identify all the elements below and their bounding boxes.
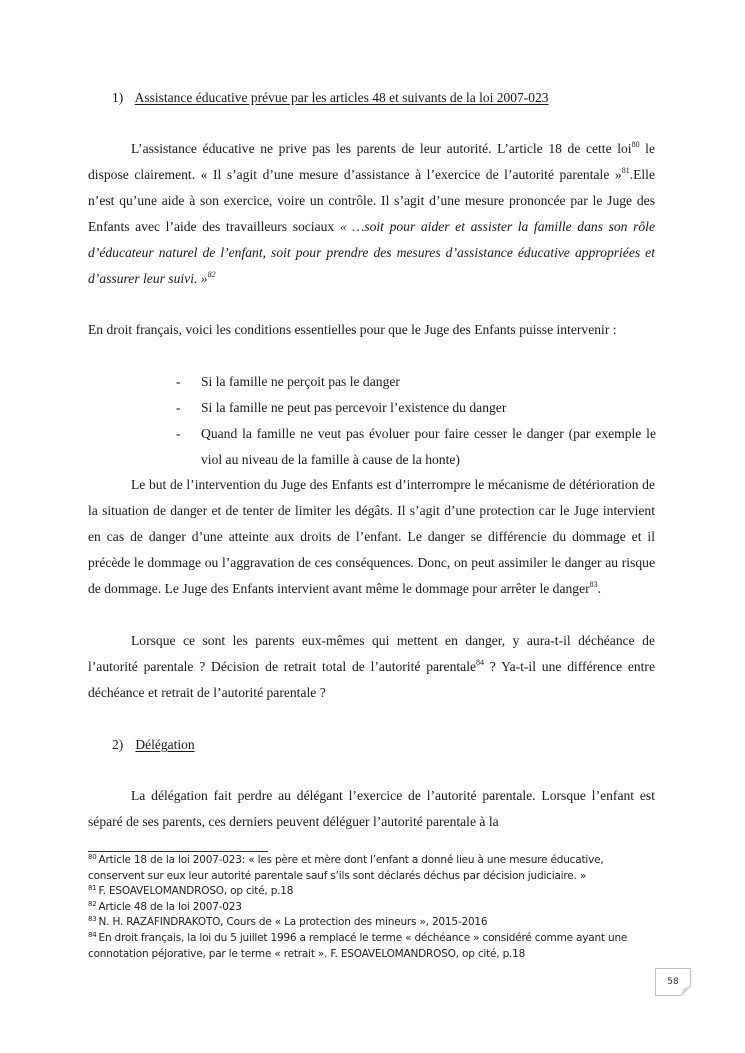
footnote-84: $^{84}$ En droit français, la loi du 5 juillet 1996 a remplacé le terme « déchéance » considéré comme ayant une connotation péjorative, par le terme « retrait ». F. ESOAVELOMANDROSO, op cité, p.18 xyxy=(88,930,628,960)
condition-list xyxy=(176,369,656,473)
page-number: 58 xyxy=(667,977,679,987)
footnote-81: $^{81}$ F. ESOAVELOMANDROSO, op cité, p.18 xyxy=(88,884,294,898)
footnote-separator xyxy=(88,851,268,852)
paragraph-3: Le but de l’intervention du Juge des Enfants est d’interrompre le mécanisme de détérioration de la situation de danger et de tenter de limiter les dégâts. Il s’agit d’une protection car le Juge intervient en cas de danger d’une atteinte aux droits de l’enfant. Le danger se différencie du dommage et il précède le dommage ou l’aggravation de ces conséquences. Donc, on peut assimiler le danger au risque de dommage. Le Juge des Enfants intervient avant même le dommage pour arrêter le danger$^{83}$. xyxy=(88,477,655,596)
list-dash: - xyxy=(176,400,181,415)
section-number: 2) xyxy=(112,737,124,752)
list-item: - Quand la famille ne veut pas évoluer pour faire cesser le danger (par exemple le viol au niveau de la famille à cause de la honte) xyxy=(176,421,656,473)
footnote-ref[interactable]: 81 xyxy=(621,166,630,175)
paragraph-1: L’assistance éducative ne prive pas les parents de leur autorité. L’article 18 de cette loi$^{80}$ le dispose clairement. « Il s’agit d’une mesure d’assistance à l’exercice de l’autorité parentale »$^{81}$.Elle n’est qu’une aide à son exercice, voire un contrôle. Il s’agit d’une mesure prononcée par le Juge des Enfants avec l’aide des travailleurs sociaux « …soit pour aider et assister la famille dans son rôle d’éducateur naturel de l’enfant, soit pour prendre des mesures d’assistance éducative appropriées et d’assurer leur suivi. »$^{82}$ xyxy=(88,140,655,286)
section-heading-2 xyxy=(112,736,195,754)
page-number-box xyxy=(655,968,691,996)
paragraph-4: Lorsque ce sont les parents eux-mêmes qui mettent en danger, y aura-t-il déchéance de l’autorité parentale ? Décision de retrait total de l’autorité parentale$^{84}$ ? Ya-t-il une différence entre déchéance et retrait de l’autorité parentale ? xyxy=(88,633,655,700)
paragraph-2: En droit français, voici les conditions essentielles pour que le Juge des Enfants puisse intervenir : xyxy=(88,322,617,337)
paragraph-5: La délégation fait perdre au délégant l’exercice de l’autorité parentale. Lorsque l’enfant est séparé de ses parents, ces derniers peuvent déléguer l’autorité parentale à la xyxy=(88,788,655,829)
footnote-80: $^{80}$ Article 18 de la loi 2007-023: « les père et mère dont l’enfant a donné lieu à une mesure éducative, conservent sur eux leur autorité parentale sauf s’ils sont déclarés déchus par décision judiciaire. » xyxy=(88,853,604,882)
section-heading-1 xyxy=(112,89,549,107)
section-number: 1) xyxy=(112,90,124,105)
page-curl-icon xyxy=(681,986,691,996)
list-item: - Si la famille ne perçoit pas le danger xyxy=(176,369,656,395)
section-title: Délégation xyxy=(135,737,195,752)
footnote-ref[interactable]: 80 xyxy=(631,140,640,149)
footnote-ref[interactable]: 84 xyxy=(476,658,484,667)
list-dash: - xyxy=(176,374,181,389)
footnotes xyxy=(88,853,648,962)
footnote-82: $^{82}$ Article 48 de la loi 2007-023 xyxy=(88,899,242,913)
footnote-ref[interactable]: 82 xyxy=(207,270,216,279)
list-item: - Si la famille ne peut pas percevoir l’existence du danger xyxy=(176,395,656,421)
list-dash: - xyxy=(176,426,181,441)
section-title: Assistance éducative prévue par les articles 48 et suivants de la loi 2007-023 xyxy=(134,90,549,105)
footnote-83: $^{83}$ N. H. RAZAFINDRAKOTO, Cours de « La protection des mineurs », 2015-2016 xyxy=(88,915,488,929)
quotation: « …soit pour aider et assister la famille dans son rôle d’éducateur naturel de l’enfant, soit pour prendre des mesures d’assistance éducative appropriées et d’assurer leur suivi. » xyxy=(88,219,655,286)
footnote-ref[interactable]: 83 xyxy=(589,580,598,589)
